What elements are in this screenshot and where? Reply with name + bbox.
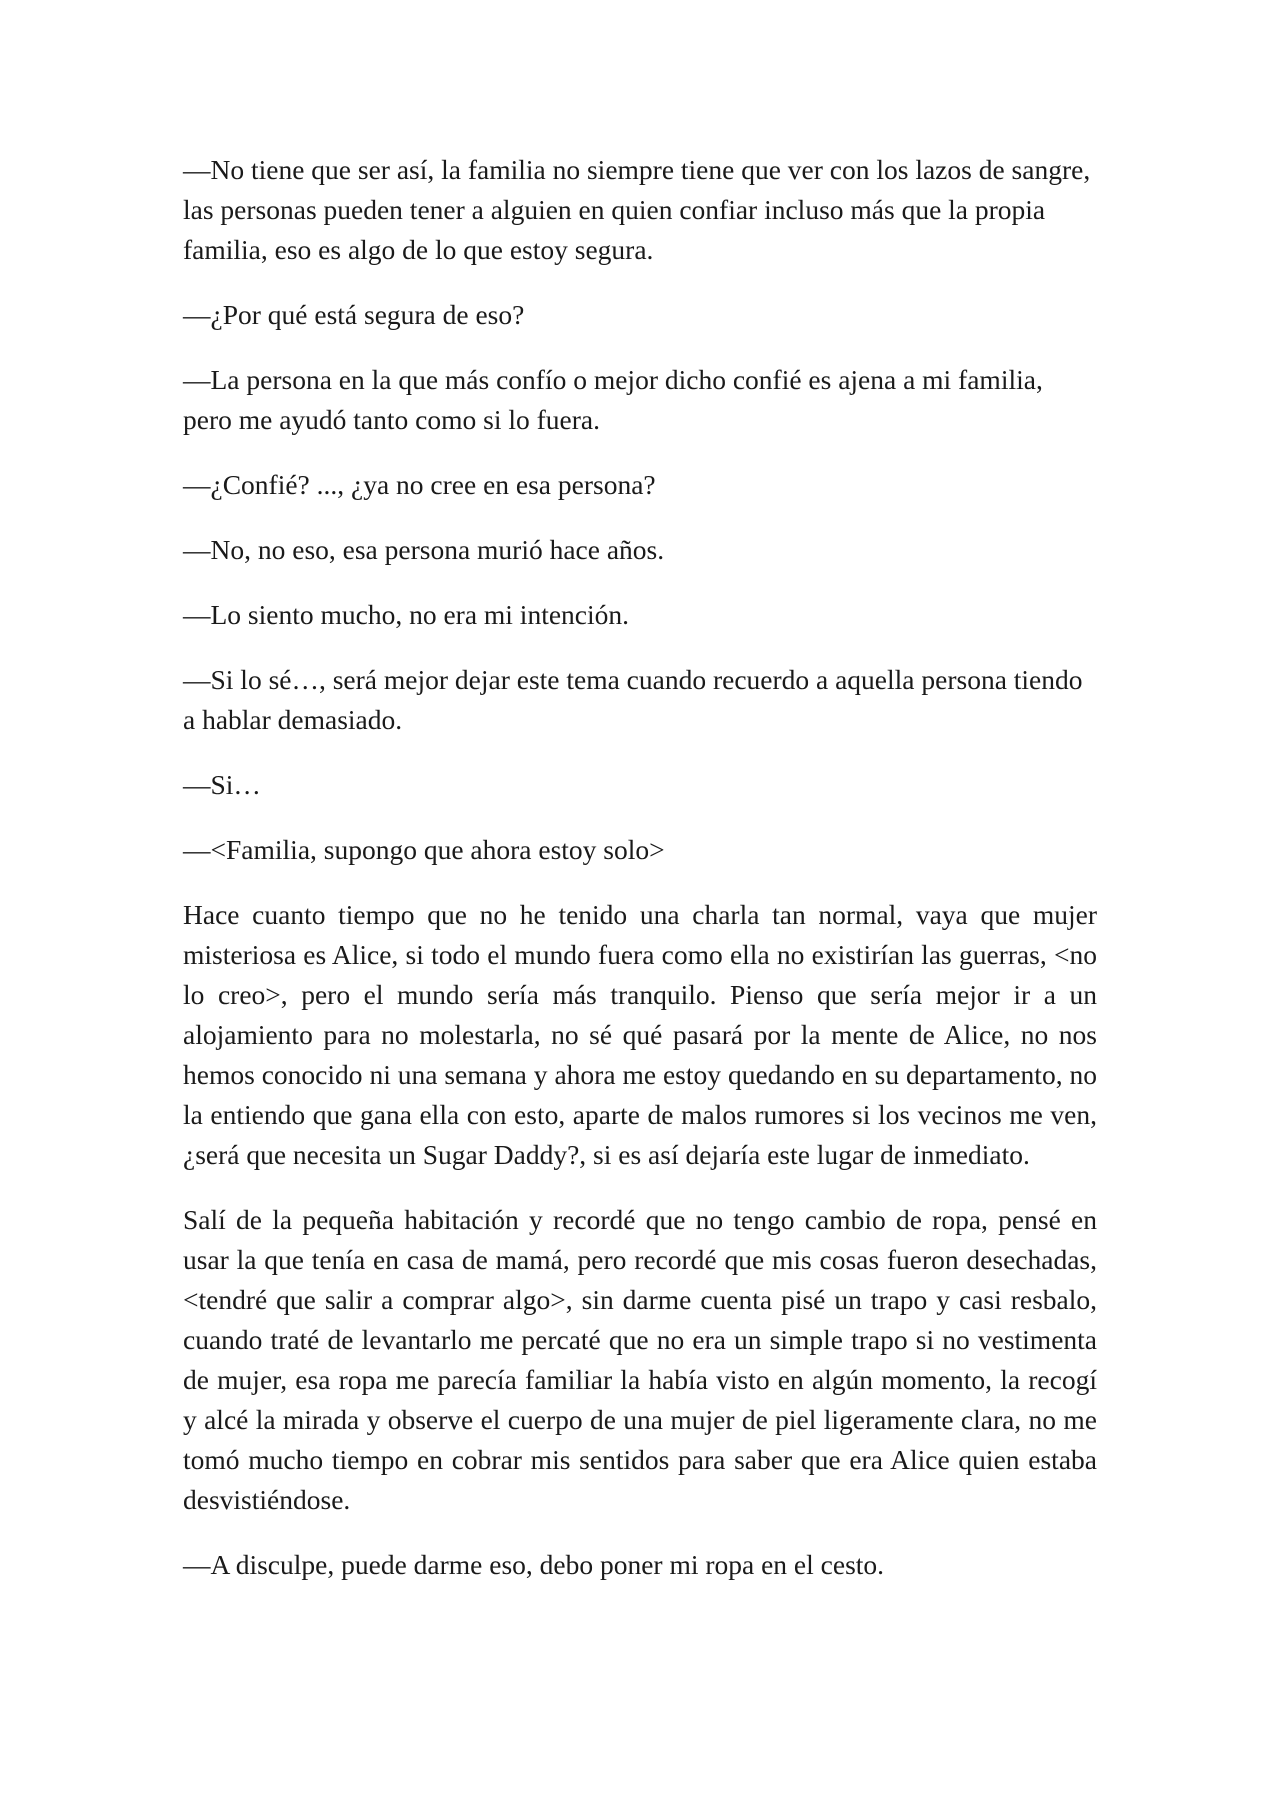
dialogue-paragraph: —¿Por qué está segura de eso?	[183, 299, 525, 330]
dialogue-paragraph: —A disculpe, puede darme eso, debo poner mi ropa en el cesto.	[183, 1549, 885, 1580]
document-page	[183, 150, 1097, 1610]
dialogue-paragraph: —No tiene que ser así, la familia no siempre tiene que ver con los lazos de sangre, las personas pueden tener a alguien en quien confiar incluso más que la propia familia, eso es algo de lo que estoy segura.	[183, 154, 1091, 265]
dialogue-paragraph: —<Familia, supongo que ahora estoy solo>	[183, 834, 665, 865]
dialogue-paragraph: —La persona en la que más confío o mejor dicho confié es ajena a mi familia, pero me ayudó tanto como si lo fuera.	[183, 364, 1043, 435]
narration-paragraph: Salí de la pequeña habitación y recordé que no tengo cambio de ropa, pensé en usar la que tenía en casa de mamá, pero recordé que mis cosas fueron desechadas, <tendré que salir a comprar algo>, sin darme cuenta pisé un trapo y casi resbalo, cuando traté de levantarlo me percaté que no era un simple trapo si no vestimenta de mujer, esa ropa me parecía familiar la había visto en algún momento, la recogí y alcé la mirada y observe el cuerpo de una mujer de piel ligeramente clara, no me tomó mucho tiempo en cobrar mis sentidos para saber que era Alice quien estaba desvistiéndose.	[183, 1204, 1097, 1515]
dialogue-paragraph: —Si…	[183, 769, 261, 800]
dialogue-paragraph: —¿Confié? ..., ¿ya no cree en esa persona?	[183, 469, 656, 500]
dialogue-paragraph: —No, no eso, esa persona murió hace años.	[183, 534, 665, 565]
dialogue-paragraph: —Si lo sé…, será mejor dejar este tema cuando recuerdo a aquella persona tiendo a hablar demasiado.	[183, 664, 1083, 735]
narration-paragraph: Hace cuanto tiempo que no he tenido una charla tan normal, vaya que mujer misteriosa es Alice, si todo el mundo fuera como ella no existirían las guerras, <no lo creo>, pero el mundo sería más tranquilo. Pienso que sería mejor ir a un alojamiento para no molestarla, no sé qué pasará por la mente de Alice, no nos hemos conocido ni una semana y ahora me estoy quedando en su departamento, no la entiendo que gana ella con esto, aparte de malos rumores si los vecinos me ven, ¿será que necesita un Sugar Daddy?, si es así dejaría este lugar de inmediato.	[183, 899, 1097, 1170]
dialogue-paragraph: —Lo siento mucho, no era mi intención.	[183, 599, 630, 630]
